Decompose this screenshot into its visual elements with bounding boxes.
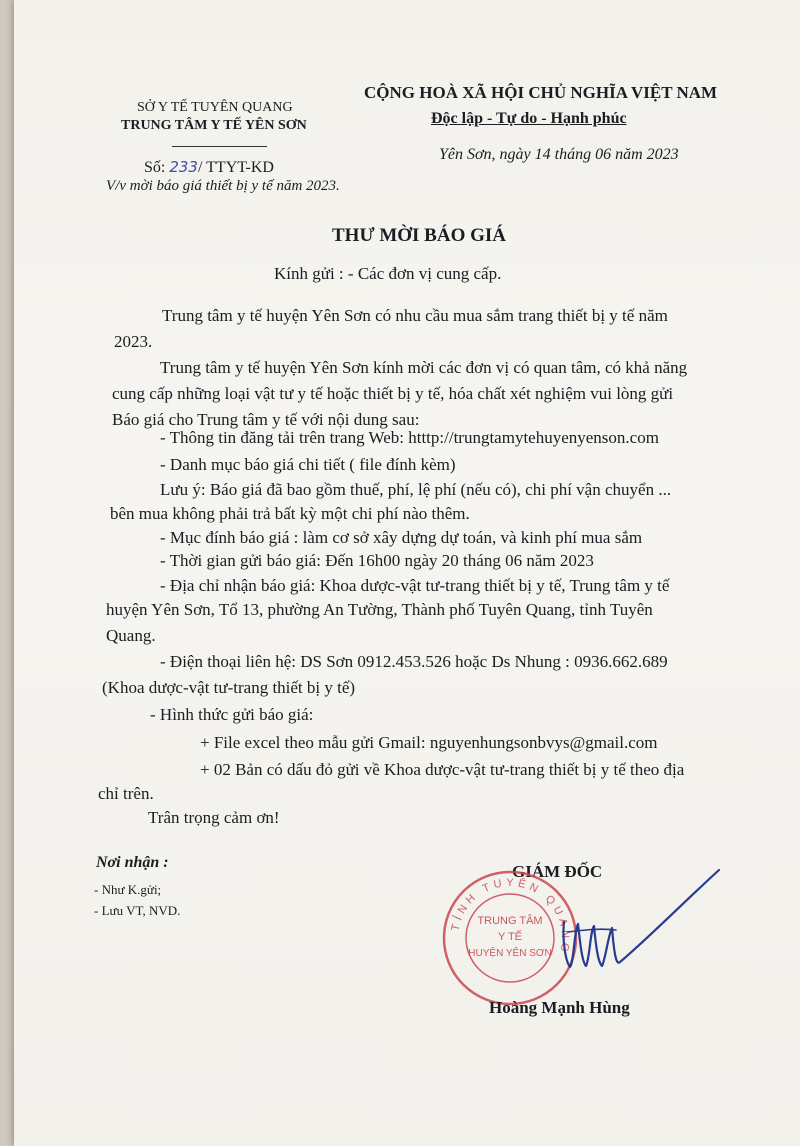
svg-text:Y TẾ: Y TẾ: [497, 931, 523, 943]
body-line: + 02 Bản có dấu đỏ gửi về Khoa dược-vật tư-trang thiết bị y tế theo địa: [200, 760, 685, 779]
body-line: Lưu ý: Báo giá đã bao gồm thuế, phí, lệ phí (nếu có), chi phí vận chuyển ...: [160, 480, 672, 499]
org-name: TRUNG TÂM Y TẾ YÊN SƠN: [121, 118, 307, 133]
body-line: Báo giá cho Trung tâm y tế với nội dung sau:: [112, 410, 420, 429]
recipients-heading: Nơi nhận :: [96, 854, 169, 871]
svg-text:HUYỆN YÊN SƠN: HUYỆN YÊN SƠN: [468, 948, 552, 959]
national-motto: Độc lập - Tự do - Hạnh phúc: [431, 110, 627, 127]
handwritten-signature: [544, 862, 744, 982]
body-line: Quang.: [106, 626, 156, 645]
body-line: + File excel theo mẫu gửi Gmail: nguyenhungsonbvys@gmail.com: [200, 733, 658, 752]
body-line: - Địa chỉ nhận báo giá: Khoa dược-vật tư-trang thiết bị y tế, Trung tâm y tế: [160, 576, 670, 595]
body-line: cung cấp những loại vật tư y tế hoặc thiết bị y tế, hóa chất xét nghiệm vui lòng gửi: [112, 384, 674, 403]
country-name: CỘNG HOÀ XÃ HỘI CHỦ NGHĨA VIỆT NAM: [364, 83, 718, 102]
body-line: 2023.: [114, 332, 153, 351]
org-parent: SỞ Y TẾ TUYÊN QUANG: [137, 100, 293, 115]
recipients-item: - Như K.gửi;: [94, 882, 162, 897]
document-page: [14, 0, 800, 1146]
signature-title: GIÁM ĐỐC: [512, 862, 603, 881]
body-line: chỉ trên.: [98, 784, 154, 803]
document-title: THƯ MỜI BÁO GIÁ: [332, 225, 506, 246]
svg-text:TỈNH TUYÊN QUANG: TỈNH TUYÊN QUANG: [449, 876, 572, 957]
body-line: Trân trọng cảm ơn!: [148, 808, 280, 827]
document-number: [144, 158, 274, 177]
doc-number-prefix: Số:: [144, 159, 170, 176]
svg-text:TRUNG TÂM: TRUNG TÂM: [477, 915, 543, 927]
body-line: Trung tâm y tế huyện Yên Sơn có nhu cầu mua sắm trang thiết bị y tế năm: [162, 306, 668, 325]
place-date: Yên Sơn, ngày 14 tháng 06 năm 2023: [439, 146, 679, 163]
signer-name: Hoàng Mạnh Hùng: [489, 998, 630, 1017]
body-line: - Thông tin đăng tải trên trang Web: htttp://trungtamytehuyenyenson.com: [160, 428, 659, 447]
header-divider: [172, 146, 267, 147]
doc-number-suffix: / TTYT-KD: [197, 159, 274, 176]
body-line: - Hình thức gửi báo giá:: [150, 705, 314, 724]
body-line: (Khoa dược-vật tư-trang thiết bị y tế): [102, 678, 356, 697]
body-line: huyện Yên Sơn, Tổ 13, phường An Tường, Thành phố Tuyên Quang, tỉnh Tuyên: [106, 600, 653, 619]
body-line: - Mục đính báo giá : làm cơ sở xây dựng dự toán, và kinh phí mua sắm: [160, 528, 643, 547]
document-subject: V/v mời báo giá thiết bị y tế năm 2023.: [106, 178, 340, 194]
body-line: bên mua không phải trả bất kỳ một chi phí nào thêm.: [110, 504, 470, 523]
body-line: - Danh mục báo giá chi tiết ( file đính kèm): [160, 455, 456, 474]
recipient-line: Kính gửi : - Các đơn vị cung cấp.: [274, 264, 502, 283]
body-line: Trung tâm y tế huyện Yên Sơn kính mời các đơn vị có quan tâm, có khả năng: [160, 358, 688, 377]
recipients-item: - Lưu VT, NVD.: [94, 903, 181, 918]
body-line: - Điện thoại liên hệ: DS Sơn 0912.453.526 hoặc Ds Nhung : 0936.662.689: [160, 652, 668, 671]
body-line: - Thời gian gửi báo giá: Đến 16h00 ngày 20 tháng 06 năm 2023: [160, 551, 594, 570]
doc-number-handwritten: 233: [169, 158, 198, 176]
